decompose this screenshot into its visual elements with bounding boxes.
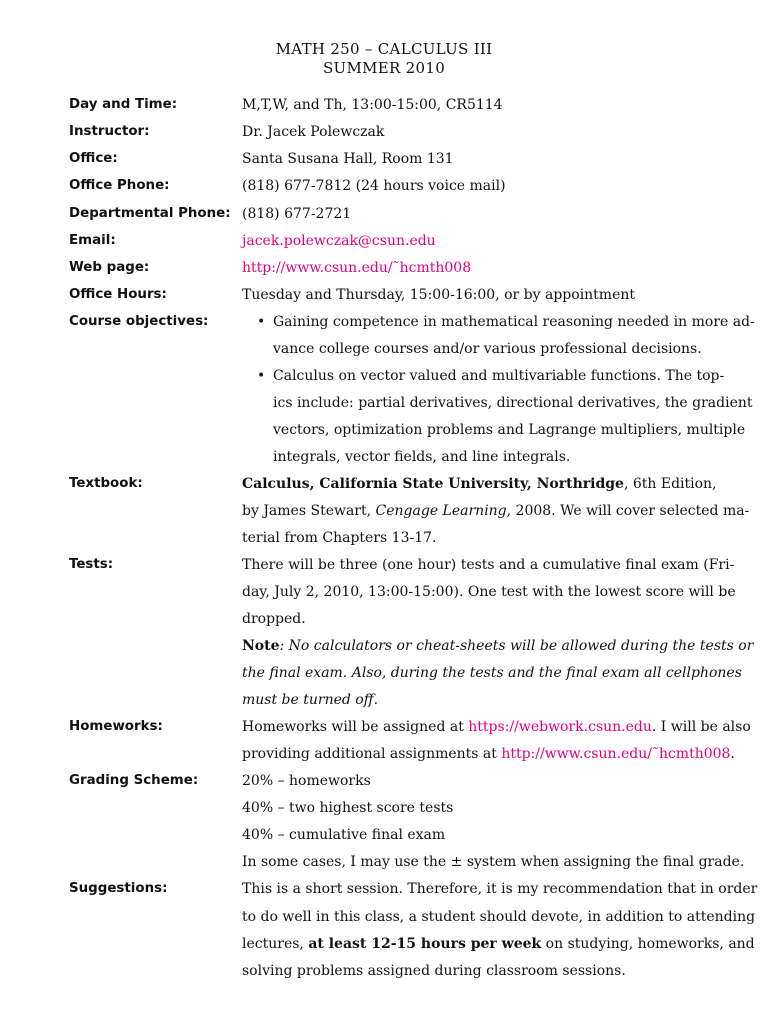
office-value: Santa Susana Hall, Room 131 (242, 151, 454, 167)
assignments-link[interactable]: http://www.csun.edu/˜hcmth008 (501, 746, 731, 762)
web-page-link[interactable]: http://www.csun.edu/˜hcmth008 (242, 260, 472, 276)
tests-note-line: the final exam. Also, during the tests and the final exam all cellphones (242, 665, 742, 681)
dept-phone-label: Departmental Phone: (69, 206, 231, 221)
textbook-label: Textbook: (69, 476, 143, 491)
office-hours-label: Office Hours: (69, 287, 167, 302)
textbook-line: terial from Chapters 13-17. (242, 530, 437, 546)
office-phone-label: Office Phone: (69, 178, 170, 193)
homeworks-label: Homeworks: (69, 719, 163, 734)
office-label: Office: (69, 151, 118, 166)
term-title: SUMMER 2010 (322, 59, 446, 77)
suggestions-line: This is a short session. Therefore, it is my recommendation that in order (242, 881, 758, 897)
study-hours: at least 12-15 hours per week (308, 936, 542, 952)
textbook-line: Calculus, California State University, Northridge, 6th Edition, (242, 476, 717, 492)
course-title: MATH 250 – CALCULUS III (275, 40, 493, 58)
tests-note-line: Note: No calculators or cheat-sheets will be allowed during the tests or (242, 638, 754, 654)
publisher: Cengage Learning (375, 503, 507, 519)
instructor-label: Instructor: (69, 124, 150, 139)
objective-2-line: vectors, optimization problems and Lagrange multipliers, multiple (273, 422, 746, 438)
objective-1-line: Gaining competence in mathematical reasoning needed in more ad- (273, 314, 755, 330)
day-time-label: Day and Time: (69, 97, 178, 112)
email-link[interactable]: jacek.polewczak@csun.edu (242, 233, 436, 249)
objective-1-line: vance college courses and/or various professional decisions. (273, 341, 702, 357)
homeworks-line: Homeworks will be assigned at https://webwork.csun.edu. I will be also (242, 719, 751, 735)
homeworks-line: providing additional assignments at http://www.csun.edu/˜hcmth008. (242, 746, 735, 762)
web-page-label: Web page: (69, 260, 150, 275)
tests-line: There will be three (one hour) tests and a cumulative final exam (Fri- (242, 557, 735, 573)
bullet-icon: • (257, 314, 266, 330)
objective-2-line: Calculus on vector valued and multivariable functions. The top- (273, 368, 725, 384)
instructor-value: Dr. Jacek Polewczak (242, 124, 385, 140)
note-label: Note (242, 638, 280, 654)
webwork-link[interactable]: https://webwork.csun.edu (468, 719, 652, 735)
textbook-line: by James Stewart, Cengage Learning, 2008. We will cover selected ma- (242, 503, 750, 519)
bullet-icon: • (257, 368, 266, 384)
grading-line: 40% – cumulative final exam (242, 827, 446, 843)
suggestions-line: lectures, at least 12-15 hours per week on studying, homeworks, and (242, 936, 755, 952)
suggestions-label: Suggestions: (69, 881, 168, 896)
office-hours-value: Tuesday and Thursday, 15:00-16:00, or by appointment (242, 287, 636, 303)
day-time-value: M,T,W, and Th, 13:00-15:00, CR5114 (242, 97, 503, 113)
grading-line: 20% – homeworks (242, 773, 371, 789)
objective-2-line: integrals, vector fields, and line integrals. (273, 449, 571, 465)
grading-line: In some cases, I may use the ± system when assigning the final grade. (242, 854, 745, 870)
tests-note-line: must be turned off. (242, 692, 379, 708)
textbook-title: Calculus, California State University, Northridge (242, 476, 624, 492)
objective-2-line: ics include: partial derivatives, directional derivatives, the gradient (273, 395, 753, 411)
tests-line: day, July 2, 2010, 13:00-15:00). One test with the lowest score will be (242, 584, 736, 600)
email-label: Email: (69, 233, 116, 248)
suggestions-line: to do well in this class, a student should devote, in addition to attending (242, 909, 756, 925)
dept-phone-value: (818) 677-2721 (242, 206, 352, 222)
grading-label: Grading Scheme: (69, 773, 199, 788)
grading-line: 40% – two highest score tests (242, 800, 454, 816)
tests-line: dropped. (242, 611, 306, 627)
suggestions-line: solving problems assigned during classroom sessions. (242, 963, 626, 979)
tests-label: Tests: (69, 557, 114, 572)
objectives-label: Course objectives: (69, 314, 209, 329)
office-phone-value: (818) 677-7812 (24 hours voice mail) (242, 178, 506, 194)
